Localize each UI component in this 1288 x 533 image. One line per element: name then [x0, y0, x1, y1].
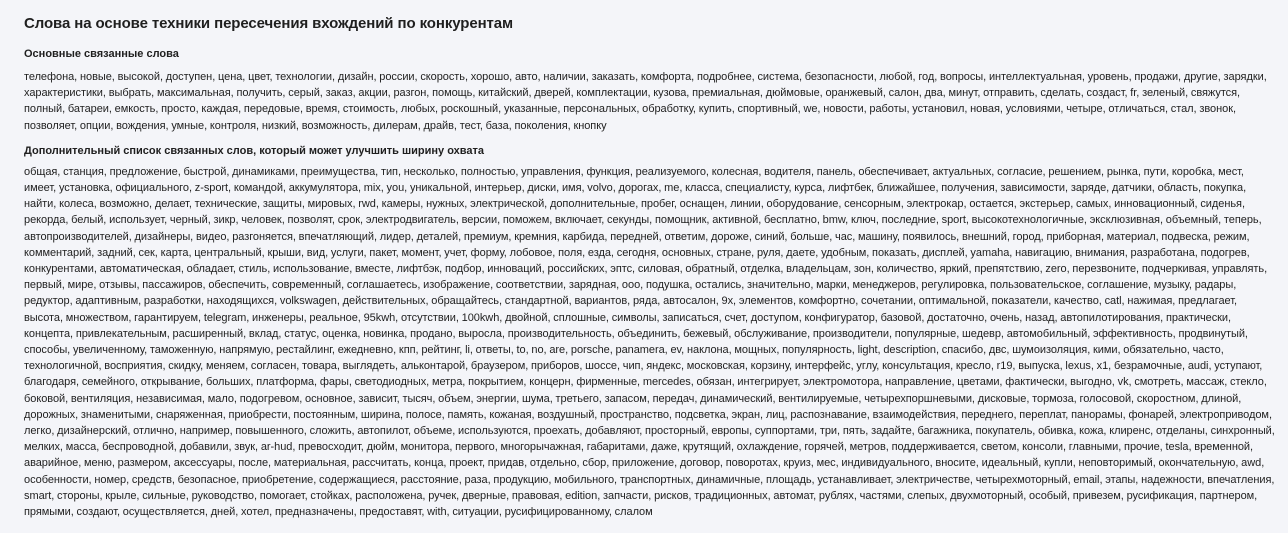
- main-words-list: телефона, новые, высокой, доступен, цена, цвет, технологии, дизайн, россии, скорость, хорошо, авто, наличии, заказать, комфорта, подробнее, система, безопасности, любой, год, вопросы, интеллектуальная, уровень, продажи, другие, зарядки, характеристики, выбрать, максимальная, получить, серый, заказ, акции, разгон, помощь, китайский, дверей, комплектации, кузова, премиальная, дюймовые, оранжевый, салон, два, минут, отправить, сделать, создаст, fr, зеленый, свяжутся, полный, батареи, емкость, просто, каждая, передовые, время, стоимость, любых, роскошный, указанные, персональных, обработку, купить, спортивный, we, новости, работы, установил, новая, условиями, четыре, отличаться, стал, звонок, позволяет, опции, вождения, умные, контроля, низкий, возможность, дилерам, драйв, тест, база, поколения, кнопку: [24, 71, 1267, 132]
- main-words-section: [24, 47, 1276, 134]
- extra-words-heading: Дополнительный список связанных слов, который может улучшить ширину охвата: [24, 144, 485, 157]
- main-words-heading: Основные связанные слова: [24, 48, 179, 60]
- page-title: Слова на основе техники пересечения вхождений по конкурентам: [24, 15, 514, 32]
- extra-words-list: общая, станция, предложение, быстрой, динамиками, преимущества, тип, несколько, полностью, управления, функция, реализуемого, колесная, водителя, панель, обеспечивает, актуальных, согласие, решением, рынка, пути, коробка, мест, имеет, установка, официального, z-sport, командой, аккумулятора, mix, you, уникальной, интерьер, диски, имя, volvo, дорогах, me, класса, специалисту, курса, лифтбек, ближайшее, получения, зависимости, заряде, датчики, область, покупка, найти, колеса, возможно, делает, технические, защиты, мировых, rwd, камеры, нужных, электрической, дополнительные, пробег, оснащен, линии, оборудование, сенсорным, электрокар, остается, экстерьер, самых, инновационный, сиденья, рекорда, белый, использует, черный, зикр, человек, позволят, срок, электродвигатель, версии, поможем, включает, секунды, помощник, активной, бесплатно, bmw, ключ, последние, sport, высокотехнологичные, эксклюзивная, объемный, теперь, автопроизводителей, дизайнеры, видео, разгоняется, впечатляющий, лидер, деталей, премиум, кремния, карбида, передней, ответим, дороже, синий, больше, час, машину, появилось, внешний, город, приборная, материал, подвеска, режим, комментарий, задний, сек, карта, центральный, крыши, вид, услуги, пакет, момент, учет, форму, лобовое, поля, езда, сегодня, основных, стране, руля, даете, удобным, показать, дисплей, yamaha, навигацию, внимания, разработана, подогрев, конкурентами, автоматическая, обладает, стиль, использование, вместе, лифтбэк, подбор, инноваций, российских, эптс, силовая, обратный, отделка, владельцам, зон, количество, яркий, препятствию, zero, перезвоните, подчеркивая, управлять, первый, мире, отзывы, пассажиров, обеспечить, современный, соглашаетесь, изображение, соответствии, зарядная, ооо, подушка, остались, значительно, марки, менеджеров, регулировка, пользовательское, соглашение, музыку, радары, редуктор, адаптивным, разработки, находящихся, volkswagen, действительных, обращайтесь, стандартной, вариантов, ряда, автосалон, 9х, элементов, комфортно, сочетании, оптимальной, показатели, качество, catl, нажимая, предлагает, высота, множеством, гарантируем, telegram, инженеры, реальное, 95kwh, отсутствии, 100kwh, двойной, сплошные, символы, записаться, счет, доступом, конфигуратор, базовой, достаточно, очень, назад, автопилотирования, практически, концепта, привлекательным, расширенный, вклад, статус, оценка, новинка, продано, выросла, производительность, объединить, бежевый, обслуживание, производители, популярные, шедевр, автомобильный, эффективность, продвинутый, способы, увеличенному, таможенную, напрямую, рестайлинг, ежедневно, кпп, рейтинг, li, ответы, to, no, are, porsche, panamera, ev, наклона, мощных, популярность, light, description, спасибо, двс, шумоизоляция, кими, обязательно, часто, технологичной, восприятия, скидку, меняем, согласен, товара, выглядеть, альконтарой, браузером, приборов, шоссе, чип, яндекс, московская, корзину, интерфейс, углу, консультация, кресло, r19, выпуска, lexus, x1, безрамочные, audi, уступают, благодаря, семейного, открывание, больших, платформа, фары, светодиодных, метра, покрытием, концерн, фирменные, mercedes, обязан, интегрирует, электромотора, направление, цветами, фактически, выгодно, vk, смотреть, массаж, стекло, боковой, вентиляция, независимая, мало, подогревом, основное, зависит, тысяч, объем, энергии, шума, третьего, запасом, передач, динамический, вентилируемые, четырехпоршневыми, дисковые, тормоза, голосовой, скоростном, длиной, дорожных, знаменитыми, снаряженная, приобрести, постоянным, ширина, полосе, память, кожаная, воздушный, пространство, подсветка, экран, лиц, распознавание, взаимодействия, переднего, переплат, панорамы, фонарей, электроприводом, легко, дизайнерский, отлично, например, повышенного, сложить, автопилот, объеме, используются, проехать, добавляют, просторный, европы, суппортами, три, пять, задайте, багажника, покупатель, обивка, кожа, клиренс, отделаны, синхронный, мелких, масса, беспроводной, добавили, звук, ar-hud, превосходит, дюйм, монитора, первого, многорычажная, габаритами, даже, крутящий, охлаждение, горячей, метров, поддерживается, светом, консоли, главными, прочие, tesla, временной, аварийное, меню, размером, аксессуары, после, материальная, рассчитать, конца, проект, придав, отдельно, сбор, приложение, договор, поворотах, круиз, мес, индивидуального, вносите, идеальный, купли, неповторимый, окончательную, awd, особенности, номер, средств, безопасное, приобретение, содержащиеся, расстояние, раза, продукцию, мобильного, транспортных, динамичные, площадь, устанавливает, электричестве, четырехмоторный, email, этапы, надежности, впечатления, smart, стороны, крыле, сильные, руководство, помогает, стойках, расположена, ручек, дверные, правовая, edition, запчасти, рисков, традиционных, автомат, рублях, частями, слепых, двухмоторный, особый, привезем, русификация, партнером, прямыми, создают, осуществляется, дней, хотел, предназначены, предоставят, with, ситуации, русифицированному, слалом: [24, 165, 1275, 519]
- extra-words-section: [24, 144, 1276, 520]
